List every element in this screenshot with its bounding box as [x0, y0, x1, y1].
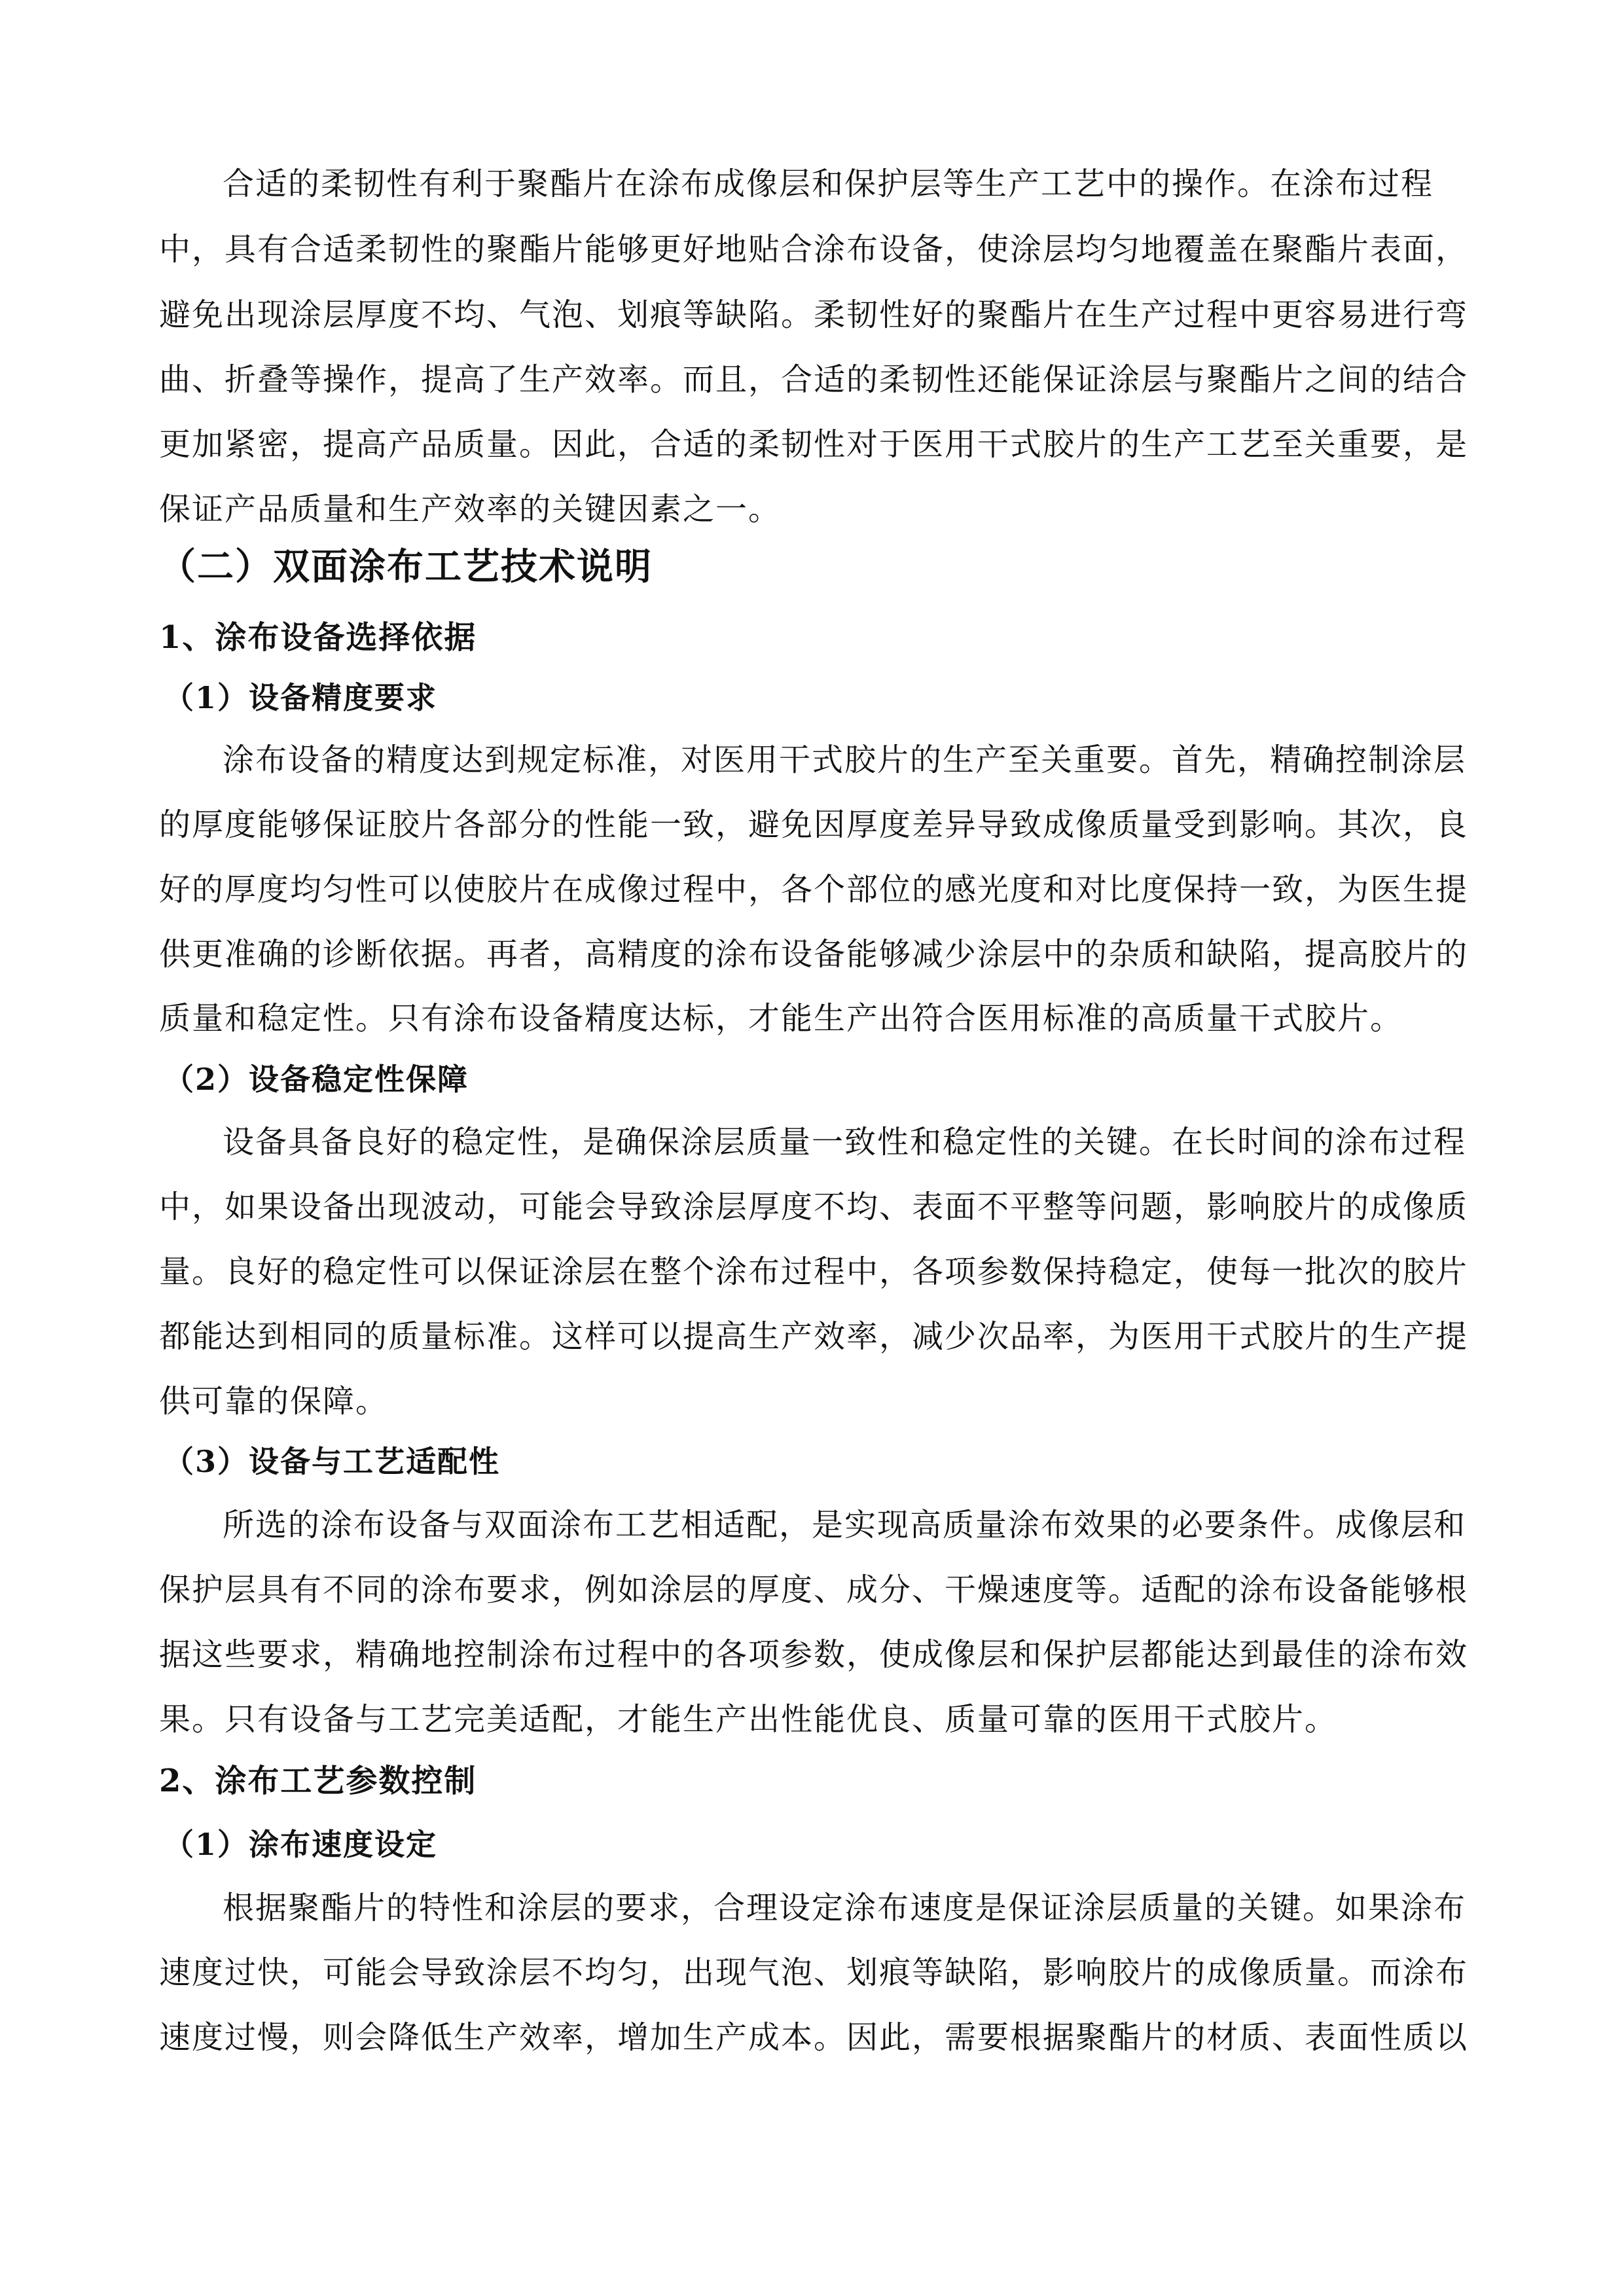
- paragraph-line: 中，如果设备出现波动，可能会导致涂层厚度不均、表面不平整等问题，影响胶片的成像质: [159, 1189, 1469, 1225]
- paragraph-line: 据这些要求，精确地控制涂布过程中的各项参数，使成像层和保护层都能达到最佳的涂布效: [159, 1636, 1469, 1673]
- subsection-heading: （1）设备精度要求: [164, 680, 438, 715]
- paragraph-line: 量。良好的稳定性可以保证涂层在整个涂布过程中，各项参数保持稳定，使每一批次的胶片: [159, 1253, 1469, 1290]
- paragraph-line: 所选的涂布设备与双面涂布工艺相适配，是实现高质量涂布效果的必要条件。成像层和: [223, 1507, 1467, 1543]
- paragraph-line: 中，具有合适柔韧性的聚酯片能够更好地贴合涂布设备，使涂层均匀地覆盖在聚酯片表面，: [159, 231, 1469, 268]
- paragraph-line: 好的厚度均匀性可以使胶片在成像过程中，各个部位的感光度和对比度保持一致，为医生提: [159, 871, 1469, 908]
- paragraph-line: 质量和稳定性。只有涂布设备精度达标，才能生产出符合医用标准的高质量干式胶片。: [159, 1000, 1403, 1037]
- subsection-heading: （2）设备稳定性保障: [164, 1062, 469, 1097]
- paragraph-line: 的厚度能够保证胶片各部分的性能一致，避免因厚度差异导致成像质量受到影响。其次，良: [159, 806, 1469, 843]
- paragraph-line: 合适的柔韧性有利于聚酯片在涂布成像层和保护层等生产工艺中的操作。在涂布过程: [223, 166, 1434, 202]
- section-heading: （二）双面涂布工艺技术说明: [159, 545, 653, 588]
- paragraph-line: 保护层具有不同的涂布要求，例如涂层的厚度、成分、干燥速度等。适配的涂布设备能够根: [159, 1571, 1469, 1608]
- subsection-heading: （3）设备与工艺适配性: [164, 1444, 501, 1479]
- paragraph-line: 曲、折叠等操作，提高了生产效率。而且，合适的柔韧性还能保证涂层与聚酯片之间的结合: [159, 361, 1469, 398]
- paragraph-line: 避免出现涂层厚度不均、气泡、划痕等缺陷。柔韧性好的聚酯片在生产过程中更容易进行弯: [159, 296, 1469, 333]
- paragraph-line: 都能达到相同的质量标准。这样可以提高生产效率，减少次品率，为医用干式胶片的生产提: [159, 1318, 1469, 1355]
- subsection-heading: 1、涂布设备选择依据: [159, 619, 477, 656]
- subsection-heading: （1）涂布速度设定: [164, 1827, 438, 1862]
- paragraph-line: 果。只有设备与工艺完美适配，才能生产出性能优良、质量可靠的医用干式胶片。: [159, 1701, 1338, 1738]
- paragraph-line: 设备具备良好的稳定性，是确保涂层质量一致性和稳定性的关键。在长时间的涂布过程: [223, 1124, 1467, 1160]
- paragraph-line: 根据聚酯片的特性和涂层的要求，合理设定涂布速度是保证涂层质量的关键。如果涂布: [223, 1890, 1467, 1926]
- paragraph-line: 涂布设备的精度达到规定标准，对医用干式胶片的生产至关重要。首先，精确控制涂层: [223, 742, 1467, 778]
- paragraph-line: 速度过慢，则会降低生产效率，增加生产成本。因此，需要根据聚酯片的材质、表面性质以: [159, 2019, 1469, 2056]
- paragraph-line: 速度过快，可能会导致涂层不均匀，出现气泡、划痕等缺陷，影响胶片的成像质量。而涂布: [159, 1954, 1469, 1991]
- paragraph-line: 保证产品质量和生产效率的关键因素之一。: [159, 491, 782, 528]
- paragraph-line: 更加紧密，提高产品质量。因此，合适的柔韧性对于医用干式胶片的生产工艺至关重要，是: [159, 426, 1469, 463]
- paragraph-line: 供更准确的诊断依据。再者，高精度的涂布设备能够减少涂层中的杂质和缺陷，提高胶片的: [159, 936, 1469, 973]
- subsection-heading: 2、涂布工艺参数控制: [159, 1763, 477, 1799]
- paragraph-line: 供可靠的保障。: [159, 1383, 389, 1420]
